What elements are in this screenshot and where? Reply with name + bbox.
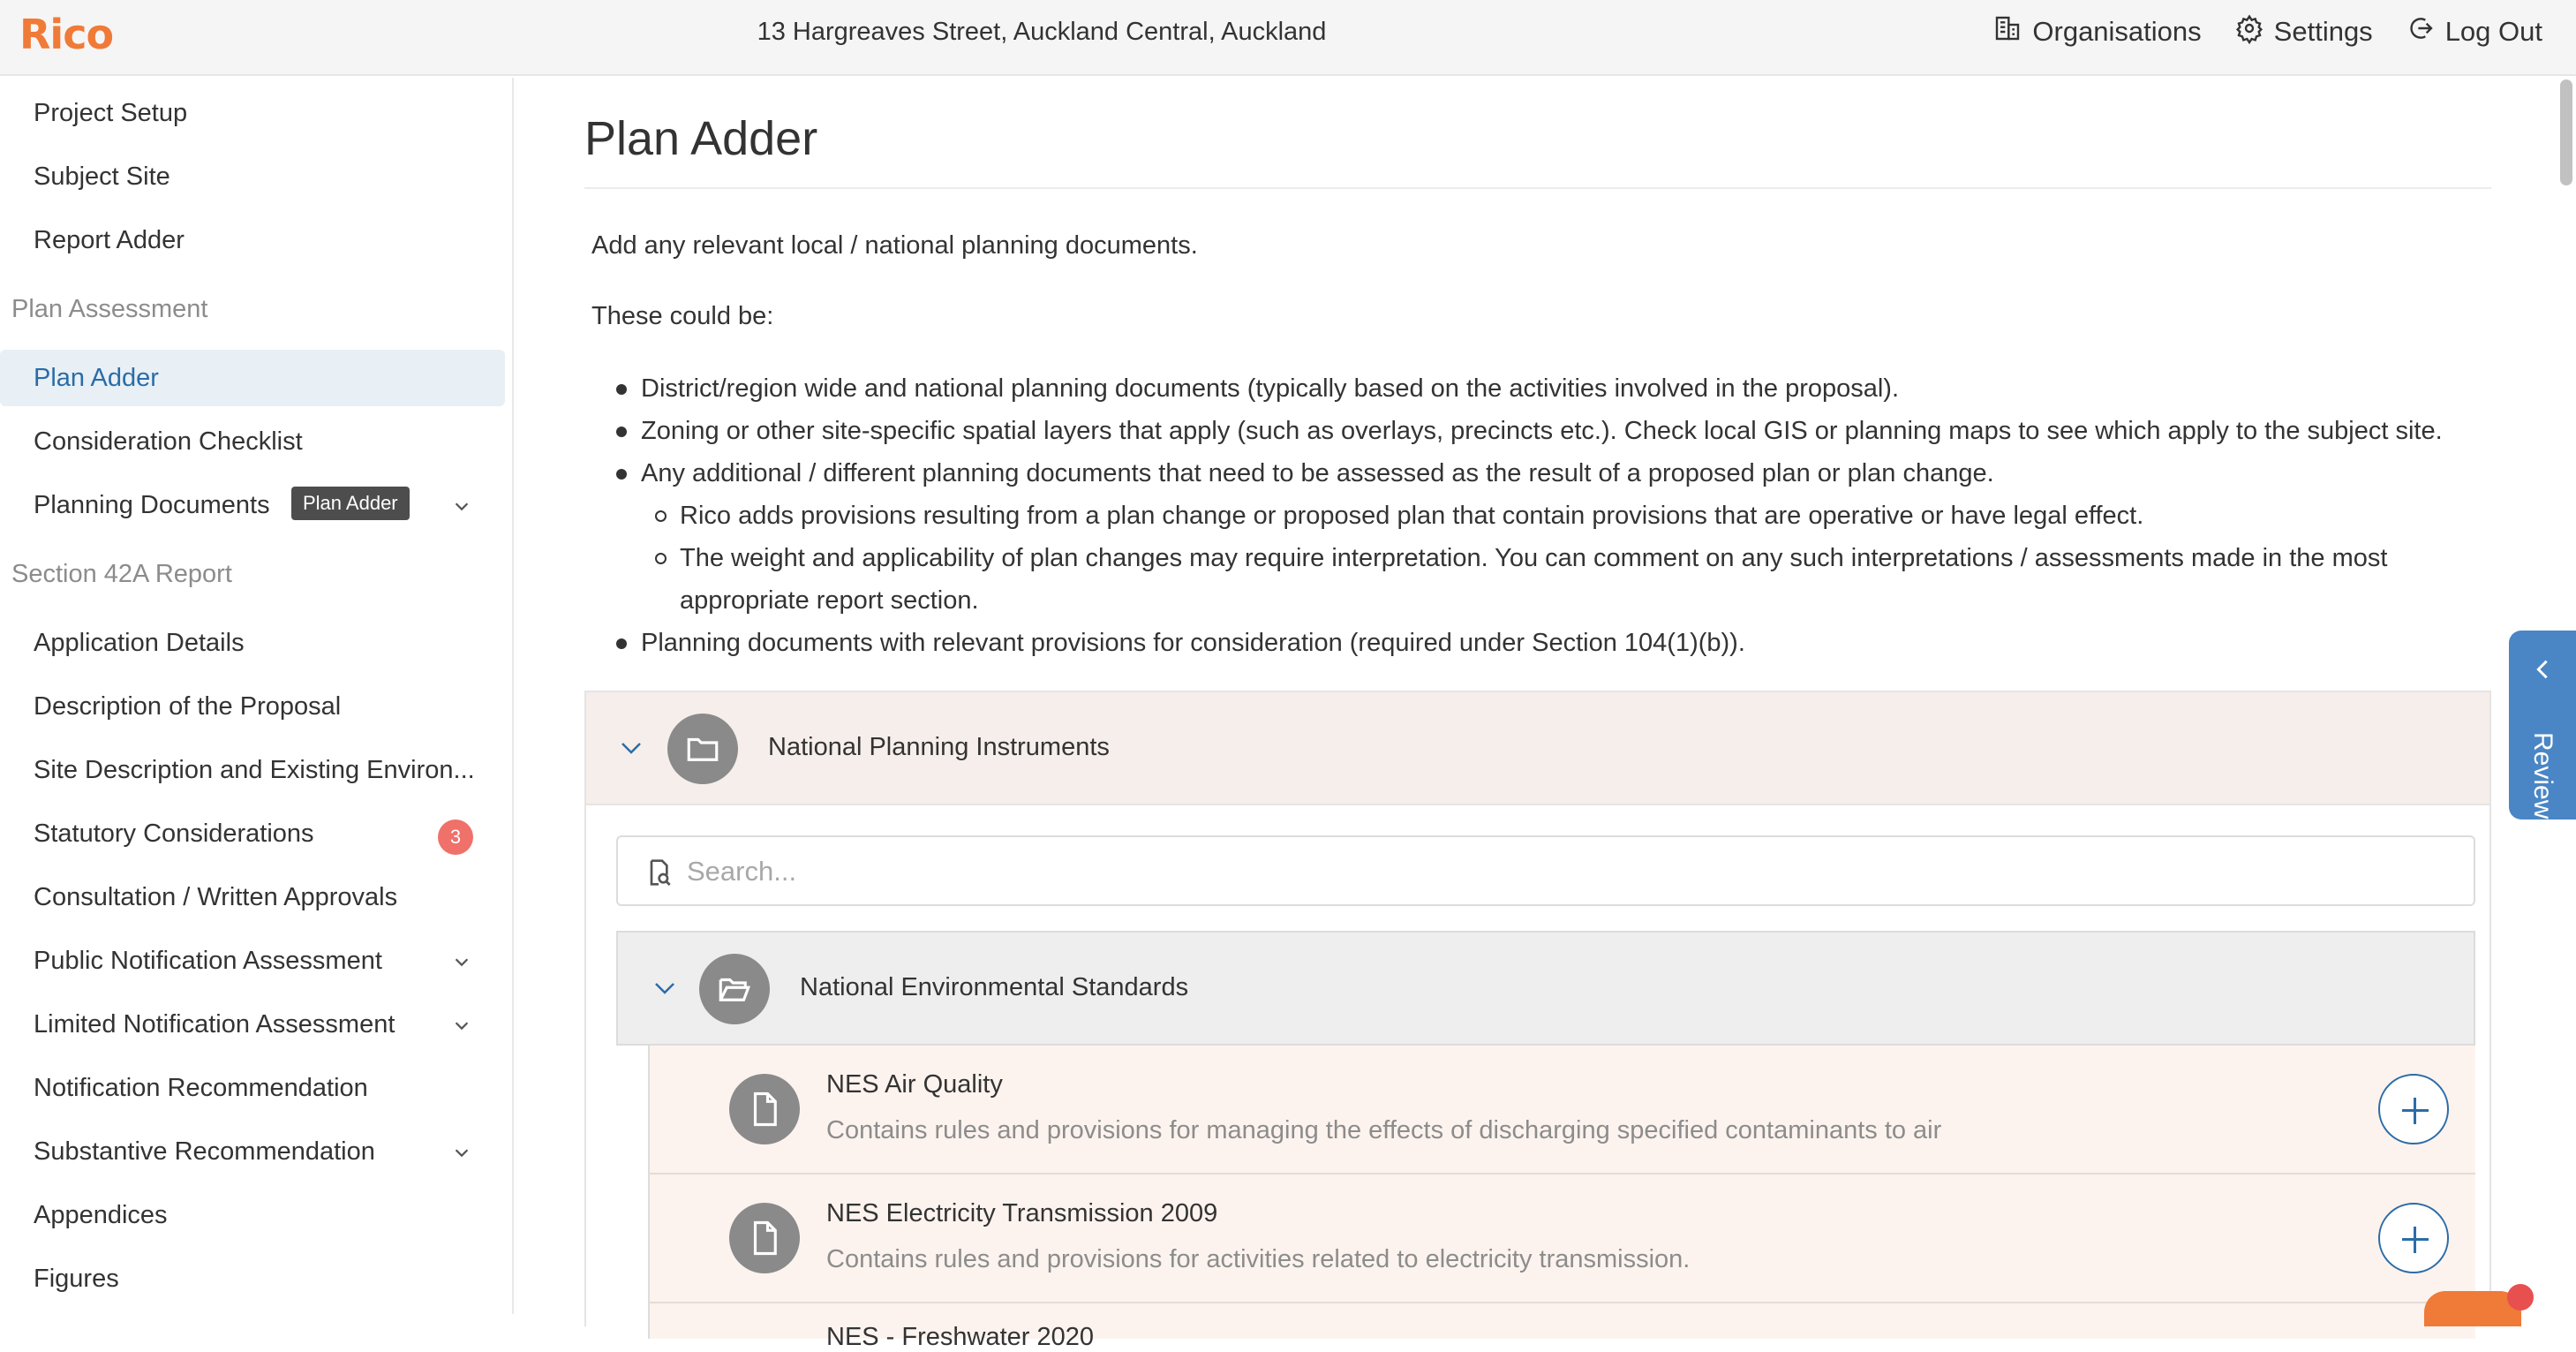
bullet-item: Any additional / different planning documents that need to be assessed as the result of a proposed plan or plan change. <box>641 452 1994 495</box>
document-description: Contains rules and provisions for activities related to electricity transmission. <box>826 1245 1691 1273</box>
sidebar-item-label: Limited Notification Assessment <box>34 1009 395 1039</box>
sidebar-item-label: Report Adder <box>34 225 185 254</box>
sidebar-item-subject-site[interactable] <box>0 148 505 205</box>
search-box <box>616 835 2475 906</box>
sidebar-section-42a-report <box>0 546 505 602</box>
sidebar-item-consultation[interactable] <box>0 869 505 925</box>
folder-open-icon <box>699 954 770 1024</box>
sidebar-item-label: Public Notification Assessment <box>34 946 382 975</box>
intro-text: Add any relevant local / national planning documents. <box>591 231 1198 260</box>
search-icon <box>644 858 673 887</box>
sidebar-item-label: Application Details <box>34 628 245 657</box>
sidebar-item-plan-adder[interactable] <box>0 350 505 406</box>
gear-icon <box>2235 14 2263 49</box>
organisations-link[interactable] <box>1993 14 2201 49</box>
page-title: Plan Adder <box>584 112 818 165</box>
settings-label: Settings <box>2273 16 2373 47</box>
sidebar-item-figures[interactable] <box>0 1250 505 1307</box>
settings-link[interactable] <box>2235 14 2373 49</box>
subgroup-header-nes[interactable] <box>616 931 2475 1046</box>
document-title: NES Air Quality <box>826 1070 1003 1099</box>
bullet-item: District/region wide and national planning documents (typically based on the activities involved in the proposal). <box>641 367 1899 410</box>
sidebar-item-limited-notification[interactable] <box>0 996 505 1053</box>
sidebar-item-appendices[interactable] <box>0 1187 505 1243</box>
sidebar-item-label: Notification Recommendation <box>34 1073 368 1102</box>
could-be-text: These could be: <box>591 302 774 330</box>
chevron-down-icon <box>452 1016 471 1035</box>
project-address: 13 Hargreaves Street, Auckland Central, Auckland <box>757 18 1327 46</box>
sidebar-item-label: Appendices <box>34 1200 168 1229</box>
sidebar-item-public-notification[interactable] <box>0 933 505 989</box>
chevron-left-icon <box>2530 657 2555 682</box>
review-tab[interactable] <box>2509 631 2576 820</box>
chevron-down-icon <box>452 952 471 971</box>
top-nav <box>1993 14 2542 49</box>
logout-icon <box>2407 14 2435 49</box>
review-label: Review <box>2528 732 2557 820</box>
notification-dot <box>2507 1284 2534 1310</box>
scrollbar[interactable] <box>2560 79 2572 185</box>
document-icon <box>729 1203 800 1273</box>
sidebar-item-statutory-considerations[interactable] <box>0 805 505 862</box>
document-row <box>648 1303 2475 1351</box>
sidebar-item-label: Plan Adder <box>34 363 159 392</box>
sidebar-item-label: Description of the Proposal <box>34 691 342 721</box>
logout-label: Log Out <box>2444 16 2542 47</box>
sub-bullet-continuation: appropriate report section. <box>680 586 979 615</box>
chevron-down-icon[interactable] <box>652 975 678 1001</box>
document-row <box>648 1046 2475 1175</box>
bullet-item: Planning documents with relevant provisions for consideration (required under Section 104(1)(b)). <box>641 622 1745 664</box>
building-icon <box>1993 14 2022 49</box>
chevron-down-icon <box>452 1143 471 1162</box>
sidebar-item-substantive-recommendation[interactable] <box>0 1123 505 1180</box>
sidebar-item-label: Planning Documents <box>34 490 270 519</box>
sidebar-section-plan-assessment <box>0 281 505 337</box>
main-content <box>516 78 2576 1351</box>
sidebar-item-label: Project Setup <box>34 98 188 127</box>
sidebar-item-notification-recommendation[interactable] <box>0 1060 505 1116</box>
chevron-down-icon[interactable] <box>618 735 644 761</box>
rico-logo[interactable]: Rico <box>19 11 114 58</box>
sidebar-section-label: Plan Assessment <box>11 294 208 323</box>
sub-bullet-item: Rico adds provisions resulting from a plan change or proposed plan that contain provisions that are operative or have legal effect. <box>680 495 2143 537</box>
search-input[interactable] <box>687 850 2435 894</box>
sub-bullet-item: The weight and applicability of plan changes may require interpretation. You can comment on any such interpretations / assessments made in the most <box>680 537 2387 579</box>
sidebar-section-label: Section 42A Report <box>11 559 232 588</box>
sidebar-item-report-adder[interactable] <box>0 212 505 268</box>
tooltip: Plan Adder <box>291 487 410 520</box>
add-plan-button[interactable] <box>2378 1074 2449 1144</box>
sidebar-item-application-details[interactable] <box>0 615 505 671</box>
sidebar-item-site-description[interactable] <box>0 742 505 798</box>
sidebar-item-label: Statutory Considerations <box>34 819 314 848</box>
sidebar-item-project-setup[interactable] <box>0 85 505 141</box>
sidebar-item-label: Consultation / Written Approvals <box>34 882 398 911</box>
sidebar-item-consideration-checklist[interactable] <box>0 413 505 470</box>
sidebar-item-planning-documents[interactable] <box>0 477 505 533</box>
document-title: NES - Freshwater 2020 <box>826 1323 1095 1351</box>
sidebar-item-label: Figures <box>34 1264 119 1293</box>
sidebar <box>0 78 514 1314</box>
sidebar-item-description-proposal[interactable] <box>0 678 505 735</box>
document-description: Contains rules and provisions for managing the effects of discharging specified contaminants to air <box>826 1116 1942 1144</box>
logout-link[interactable] <box>2407 14 2542 49</box>
sidebar-item-label: Consideration Checklist <box>34 427 303 456</box>
bullet-item: Zoning or other site-specific spatial layers that apply (such as overlays, precincts etc.). Check local GIS or planning maps to see which apply to the subject site. <box>641 410 2443 452</box>
count-badge: 3 <box>438 820 473 855</box>
sidebar-item-label: Site Description and Existing Environ... <box>34 755 475 784</box>
divider <box>584 187 2491 189</box>
sidebar-item-label: Subject Site <box>34 162 170 191</box>
document-title: NES Electricity Transmission 2009 <box>826 1199 1218 1227</box>
chevron-down-icon <box>452 496 471 516</box>
plan-group <box>584 691 2491 1351</box>
add-plan-button[interactable] <box>2378 1203 2449 1273</box>
folder-icon <box>667 714 738 784</box>
sidebar-item-label: Substantive Recommendation <box>34 1137 375 1166</box>
top-header <box>0 0 2576 76</box>
document-icon <box>729 1074 800 1144</box>
group-header-national-instruments[interactable] <box>586 692 2489 805</box>
document-row <box>648 1175 2475 1303</box>
organisations-label: Organisations <box>2032 16 2202 47</box>
subgroup-title: National Environmental Standards <box>800 973 1189 1001</box>
group-title: National Planning Instruments <box>768 733 1110 761</box>
